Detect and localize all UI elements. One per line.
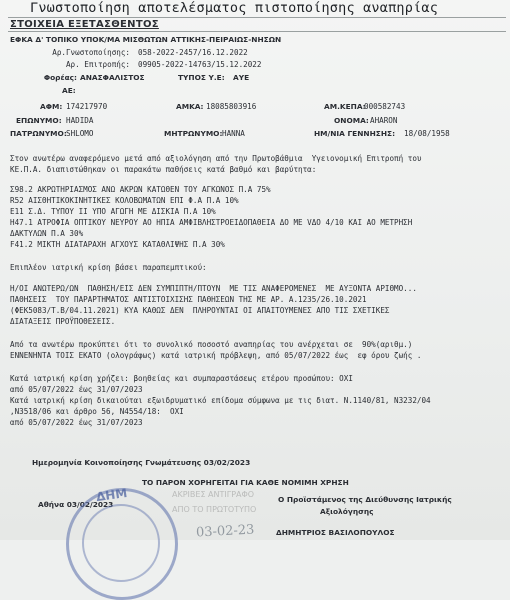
assistance-line: Κατά ιατρική κρίση χρήζει: βοηθείας και συμπαραστάσεως ετέρου προσώπου: ΟΧΙ — [10, 374, 353, 383]
notification-number-label: Αρ.Γνωστοποίησης: — [52, 48, 130, 57]
notification-date: Ημερομηνία Κοινοποίησης Γνωμάτευσης 03/02/2023 — [32, 458, 251, 467]
kepa-label: ΑΜ.ΚΕΠΑ: — [324, 102, 366, 111]
director-title-2: Αξιολόγησης — [320, 507, 374, 516]
amka-label: ΑΜΚΑ: — [176, 102, 204, 111]
name-value: AHARON — [370, 116, 398, 125]
mother-name-label: ΜΗΤΡΩΝΥΜΟ: — [164, 129, 223, 138]
medical-opinion-line: Η/ΟΙ ΑΝΩΤΕΡΩ/ΩΝ ΠΑΘΗΣΗ/ΕΙΣ ΔΕΝ ΣΥΜΠΙΠΤΗ/ΠΤΟΥΝ ΜΕ ΤΙΣ ΑΝΑΦΕΡΟΜΕΝΕΣ ΜΕ ΑΥΞΟΝΤΑ ΑΡΙΘΜΟ... — [10, 284, 417, 293]
stamp-text: ΔΗΜ — [95, 485, 129, 505]
kepa-value: 000582743 — [364, 102, 406, 111]
afm-value: 174217970 — [66, 102, 108, 111]
title-divider — [8, 17, 506, 18]
director-title: Ο Προϊστάμενος της Διεύθυνσης Ιατρικής — [278, 495, 452, 504]
mother-name-value: HANNA — [222, 129, 245, 138]
surname-label: ΕΠΩΝΥΜΟ: — [16, 116, 62, 125]
name-label: ΟΝΟΜΑ: — [334, 116, 369, 125]
document-title: Γνωστοποίηση αποτελέσματος πιστοποίησης αναπηρίας — [30, 0, 439, 16]
section-heading: ΣΤΟΙΧΕΙΑ ΕΞΕΤΑΣΘΕΝΤΟΣ — [10, 19, 159, 30]
intro-line-1: Στον ανωτέρω αναφερόμενο μετά από αξιολόγηση από την Πρωτοβάθμια Υγειονομική Επιτροπή του — [10, 154, 422, 163]
official-stamp-inner-ring — [82, 504, 160, 582]
allowance-line: Κατά ιατρική κρίση δικαιούται εξωιδρυματικό επίδομα σύμφωνα με τις διατ. Ν.1140/81, Ν3232/04 — [10, 396, 431, 405]
ae-label: ΑΕ: — [62, 86, 76, 95]
type-value: ΑΥΕ — [233, 73, 250, 82]
condition-item: H47.1 ΑΤΡΟΦΙΑ ΟΠΤΙΚΟΥ ΝΕΥΡΟΥ ΑΟ ΗΠΙΑ ΑΜΦΙΒΛΗΣΤΡΟΕΙΔΟΠΑΘΕΙΑ ΔΟ ΜΕ VΔΟ 4/10 ΚΑΙ ΑΟ ΜΕΤΡΗΣΗ — [10, 218, 413, 227]
legal-use-notice: ΤΟ ΠΑΡΟΝ ΧΟΡΗΓΕΙΤΑΙ ΓΙΑ ΚΑΘΕ ΝΟΜΙΜΗ ΧΡΗΣΗ — [142, 478, 349, 487]
condition-item: R52 ΑΙΣΘΗΤΙΚΟΚΙΝΗΤΙΚΕΣ ΚΟΛΟΒΩΜΑΤΩΝ ΕΠΙ Φ.Α Π.Α 10% — [10, 196, 239, 205]
handwritten-date: 03-02-23 — [195, 522, 255, 541]
birth-date-label: ΗΜ/ΝΙΑ ΓΕΝΝΗΣΗΣ: — [314, 129, 396, 138]
intro-line-2: ΚΕ.Π.Α. διαπιστώθηκαν οι παρακάτω παθήσεις κατά βαθμό και βαρύτητα: — [10, 165, 317, 174]
notification-number: 058-2022-2457/16.12.2022 — [138, 48, 248, 57]
foreas-label: Φορέας: — [43, 73, 77, 82]
amka-value: 18085803916 — [206, 102, 257, 111]
allowance-line: ,Ν3518/06 και άρθρο 56, Ν4554/18: ΟΧΙ — [10, 407, 184, 416]
committee-number-label: Αρ. Επιτροπής: — [65, 60, 130, 69]
medical-opinion-line: (ΦΕΚ5083/Τ.Β/04.11.2021) ΚΥΑ ΚΑΘΩΣ ΔΕΝ ΠΛΗΡΟΥΝΤΑΙ ΟΙ ΑΠΑΙΤΟΥΜΕΝΕΣ ΑΠΟ ΤΙΣ ΣΧΕΤΙΚΕΣ — [10, 306, 390, 315]
allowance-period: από 05/07/2022 έως 31/07/2023 — [10, 418, 143, 427]
place-date: Αθήνα 03/02/2023 — [38, 500, 114, 509]
surname-value: HADIDA — [66, 116, 94, 125]
copy-stamp-line: ΑΚΡΙΒΕΣ ΑΝΤΙΓΡΑΦΟ — [172, 490, 255, 499]
foreas-value: ΑΝΑΣΦΑΛΙΣΤΟΣ — [80, 73, 145, 82]
medical-opinion-label: Επιπλέον ιατρική κρίση βάσει παραπεμπτικού: — [10, 263, 207, 272]
father-name-label: ΠΑΤΡΩΝΥΜΟ: — [10, 129, 67, 138]
disability-result-line: Από τα ανωτέρω προκύπτει ότι το συνολικό ποσοστό αναπηρίας του ανέρχεται σε 90%(αριθμ.) — [10, 340, 413, 349]
signatory-name: ΔΗΜΗΤΡΙΟΣ ΒΑΣΙΛΟΠΟΥΛΟΣ — [276, 528, 395, 537]
assistance-period: από 05/07/2022 έως 31/07/2023 — [10, 385, 143, 394]
condition-item: E11 Σ.Δ. ΤΥΠΟΥ ΙΙ ΥΠΟ ΑΓΩΓΗ ΜΕ ΔΙΣΚΙΑ Π.Α 10% — [10, 207, 216, 216]
father-name-value: SHLOMO — [66, 129, 94, 138]
section-divider — [8, 31, 506, 32]
medical-opinion-line: ΠΑΘΗΣΕΙΣ ΤΟΥ ΠΑΡΑΡΤΗΜΑΤΟΣ ΑΝΤΙΣΤΟΙΧΙΣΗΣ ΠΑΘΗΣΕΩΝ ΤΗΣ ΜΕ ΑΡ. Α.1235/26.10.2021 — [10, 295, 367, 304]
medical-opinion-line: ΔΙΑΤΑΞΕΙΣ ΠΡΟΫΠΟΘΕΣΕΙΣ. — [10, 317, 116, 326]
condition-item: ΔΑΚΤΥΛΩΝ Π.Α 30% — [10, 229, 84, 238]
copy-stamp-line: ΑΠΟ ΤΟ ΠΡΩΤΟΤΥΠΟ — [172, 505, 257, 514]
condition-item: Σ98.2 ΑΚΡΩΤΗΡΙΑΣΜΟΣ ΑΝΩ ΑΚΡΩΝ ΚΑΤΩΘΕΝ ΤΟΥ ΑΓΚΩΝΟΣ Π.Α 75% — [10, 185, 271, 194]
disability-result-line: ΕΝΝΕΝΗΝΤΑ ΤΟΙΣ ΕΚΑΤΟ (ολογράφως) κατά ιατρική πρόβλεψη, από 05/07/2022 έως εφ όρου ζωής . — [10, 351, 422, 360]
condition-item: F41.2 ΜΙΚΤΗ ΔΙΑΤΑΡΑΧΗ ΑΓΧΟΥΣ ΚΑΤΑΘΛΙΨΗΣ Π.Α 30% — [10, 240, 225, 249]
type-label: ΤΥΠΟΣ Υ.Ε: — [178, 73, 225, 82]
birth-date-value: 18/08/1958 — [404, 129, 450, 138]
efka-office: ΕΦΚΑ Δ' ΤΟΠΙΚΟ ΥΠΟΚ/ΜΑ ΜΙΣΘΩΤΩΝ ΑΤΤΙΚΗΣ-ΠΕΙΡΑΙΩΣ-ΝΗΣΩΝ — [10, 35, 282, 44]
afm-label: ΑΦΜ: — [40, 102, 63, 111]
committee-number: 09905-2022-14763/15.12.2022 — [138, 60, 262, 69]
